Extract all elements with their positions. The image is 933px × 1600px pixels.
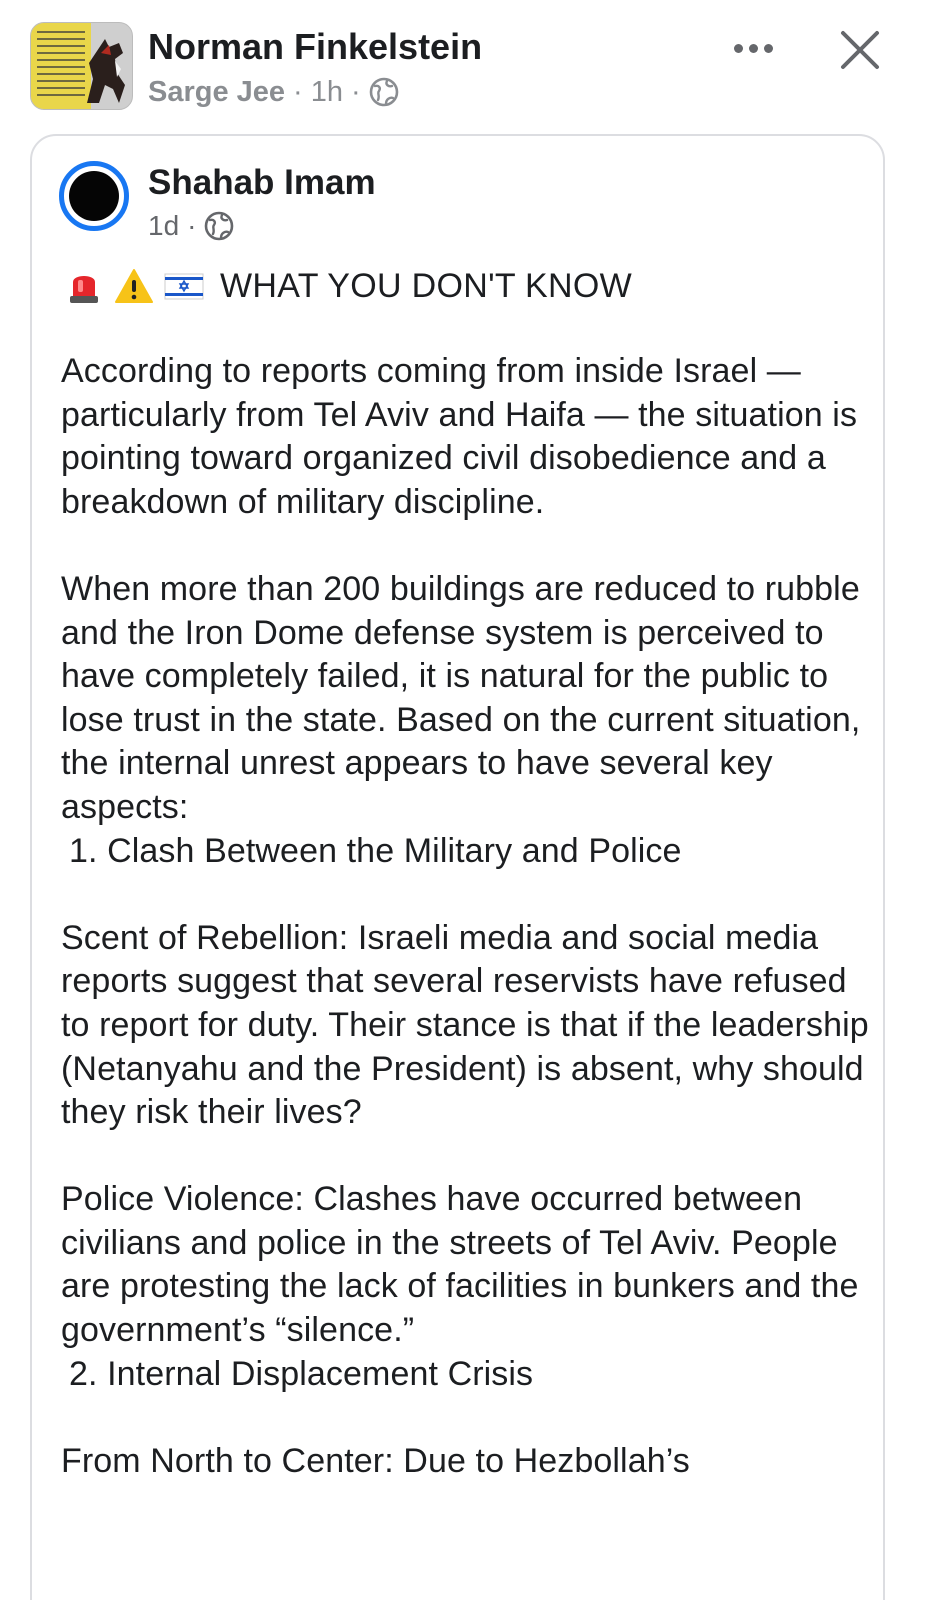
horse-image — [79, 33, 131, 105]
paragraph: From North to Center: Due to Hezbollah’s — [61, 1441, 690, 1480]
shared-post-meta — [148, 208, 234, 244]
shared-author-name[interactable]: Shahab Imam — [148, 163, 376, 202]
shared-post-time[interactable]: 1d — [148, 210, 180, 241]
shared-post-card[interactable] — [30, 134, 885, 1600]
shared-meta-separator: · — [187, 210, 197, 241]
meta-separator-2: · — [350, 75, 361, 108]
post-meta — [148, 74, 399, 110]
list-item: 1. Clash Between the Military and Police — [69, 831, 682, 870]
paragraph: According to reports coming from inside Israel — particularly from Tel Aviv and Haifa — the situation is pointing toward organized civil disobedience and a breakdown of military discipline. — [61, 352, 858, 521]
paragraph: Scent of Rebellion: Israeli media and social media reports suggest that several reservists have refused to report for duty. Their stance is that if the leadership (Netanyahu and the President) is absent, why should they risk their lives? — [61, 918, 869, 1132]
more-options-button[interactable] — [732, 28, 776, 68]
rotating-light-icon — [64, 266, 104, 306]
israel-flag-icon — [164, 266, 204, 306]
group-thumbnail[interactable] — [30, 22, 133, 110]
meta-separator: · — [293, 75, 303, 108]
list-item: 2. Internal Displacement Crisis — [69, 1354, 534, 1393]
avatar[interactable] — [59, 161, 129, 231]
warning-icon — [114, 266, 154, 306]
sharer-name[interactable]: Sarge Jee — [148, 75, 286, 108]
close-icon[interactable] — [838, 28, 882, 72]
post-headline — [64, 264, 632, 308]
globe-icon — [204, 211, 234, 241]
post-time[interactable]: 1h — [310, 75, 343, 108]
paragraph: When more than 200 buildings are reduced to rubble and the Iron Dome defense system is perceived to have completely failed, it is natural for the public to lose trust in the state. Based on the current situation, the internal unrest appears to have several key aspects: — [61, 569, 861, 826]
post-body — [61, 350, 871, 1483]
post-header — [0, 0, 933, 125]
headline-text: WHAT YOU DON'T KNOW — [220, 266, 633, 305]
globe-icon — [369, 77, 399, 107]
paragraph: Police Violence: Clashes have occurred between civilians and police in the streets of Tel Aviv. People are protesting the lack of facilities in bunkers and the government’s “silence.” — [61, 1180, 859, 1350]
group-name[interactable]: Norman Finkelstein — [148, 26, 483, 67]
